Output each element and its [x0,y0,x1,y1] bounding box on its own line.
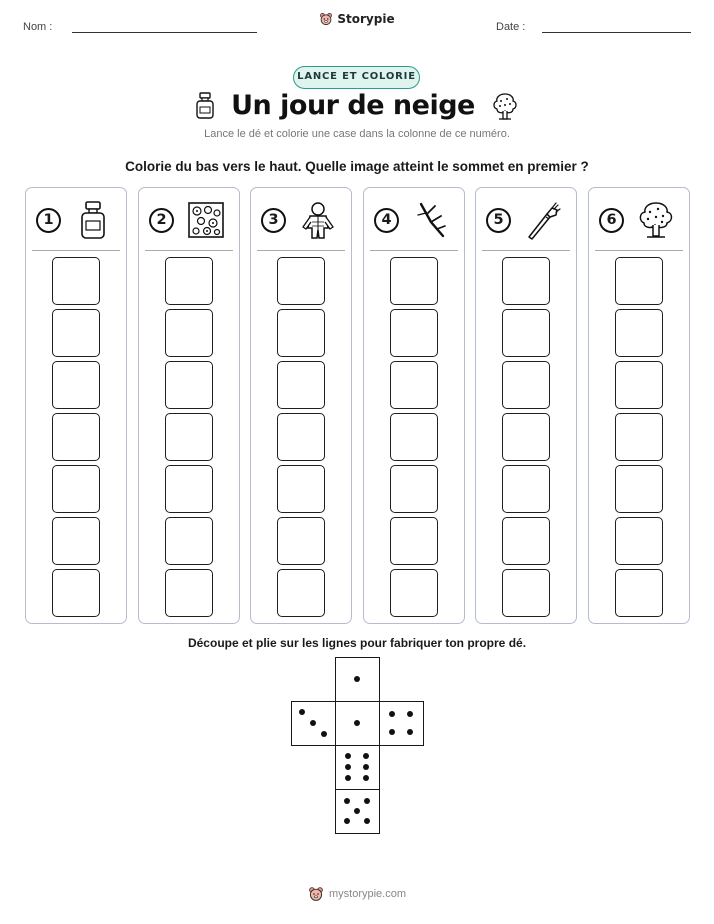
race-column-1 [25,187,127,624]
column-divider [370,250,458,251]
color-cell[interactable] [615,361,663,409]
column-divider [257,250,345,251]
date-label: Date : [496,21,526,33]
die-pip [363,775,369,781]
die-pip [345,753,351,759]
color-cell[interactable] [277,309,325,357]
color-cell[interactable] [502,413,550,461]
column-header [476,188,576,250]
race-column-3 [250,187,352,624]
name-line[interactable] [72,32,257,33]
race-column-2 [138,187,240,624]
column-header [589,188,689,250]
color-cell[interactable] [502,361,550,409]
die-pip [363,753,369,759]
color-cell[interactable] [52,257,100,305]
die-pip [344,798,350,804]
die-pip [299,709,305,715]
footer [0,886,714,902]
color-cell[interactable] [165,361,213,409]
column-number: 3 [261,208,286,233]
column-divider [145,250,233,251]
column-number: 2 [149,208,174,233]
footer-url[interactable]: mystorypie.com [328,888,407,900]
color-cell[interactable] [615,257,663,305]
die-pip [344,818,350,824]
die-pip [345,764,351,770]
die-pip [364,798,370,804]
column-divider [32,250,120,251]
die-face-1 [335,701,380,746]
column-header [139,188,239,250]
color-cell[interactable] [615,517,663,565]
race-column-4 [363,187,465,624]
color-cell[interactable] [390,517,438,565]
race-column-6 [588,187,690,624]
brand-logo [0,12,714,26]
color-cell[interactable] [390,569,438,617]
color-cell[interactable] [390,465,438,513]
die-face-4 [379,701,424,746]
race-column-5 [475,187,577,624]
color-cell[interactable] [52,517,100,565]
die-pip [354,808,360,814]
color-cell[interactable] [52,569,100,617]
color-cell[interactable] [165,465,213,513]
color-cell[interactable] [502,465,550,513]
die-pip [389,711,395,717]
color-cell[interactable] [277,413,325,461]
die-pip [354,676,360,682]
title-row [0,90,714,121]
twig-icon [411,200,451,240]
activity-badge: LANCE ET COLORIE [293,66,420,89]
subtitle: Lance le dé et colorie une case dans la colonne de ce numéro. [204,128,510,140]
die-pip [389,729,395,735]
color-cell[interactable] [52,361,100,409]
color-cell[interactable] [52,309,100,357]
tree-icon [636,200,676,240]
color-cell[interactable] [390,413,438,461]
color-cell[interactable] [615,309,663,357]
bear-mascot-icon [319,12,333,26]
color-cell[interactable] [52,465,100,513]
color-cell[interactable] [502,517,550,565]
color-cell[interactable] [165,257,213,305]
color-cell[interactable] [390,257,438,305]
name-label: Nom : [23,21,53,33]
snowsuit-icon [298,200,338,240]
die-pip [407,711,413,717]
die-face-5 [335,789,380,834]
instruction: Colorie du bas vers le haut. Quelle image atteint le sommet en premier ? [125,159,589,174]
color-cell[interactable] [52,413,100,461]
die-pip [345,775,351,781]
die-pip [407,729,413,735]
column-header [26,188,126,250]
color-cell[interactable] [277,257,325,305]
color-cell[interactable] [502,309,550,357]
color-cell[interactable] [390,309,438,357]
color-cell[interactable] [165,517,213,565]
color-cell[interactable] [502,257,550,305]
die-pip [310,720,316,726]
color-cell[interactable] [165,569,213,617]
die-instruction: Découpe et plie sur les lignes pour fabriquer ton propre dé. [187,636,527,650]
die-pip [363,764,369,770]
column-number: 6 [599,208,624,233]
ink-bottle-icon [73,200,113,240]
column-divider [482,250,570,251]
die-pip [364,818,370,824]
die-face-6 [335,745,380,790]
die-face-1 [335,657,380,702]
column-number: 5 [486,208,511,233]
column-divider [595,250,683,251]
tree-icon [491,91,519,121]
column-header [251,188,351,250]
die-pip [321,731,327,737]
column-header [364,188,464,250]
die-face-3 [291,701,336,746]
color-cell[interactable] [615,569,663,617]
ink-bottle-icon [195,92,215,120]
color-cell[interactable] [165,413,213,461]
date-line[interactable] [542,32,691,33]
brand-name: Storypie [337,12,395,26]
color-cell[interactable] [615,413,663,461]
color-cell[interactable] [615,465,663,513]
snowflake-pattern-icon [186,200,226,240]
brush-icon [523,200,563,240]
color-cell[interactable] [277,517,325,565]
page-title: Un jour de neige [231,90,475,121]
column-number: 1 [36,208,61,233]
color-cell[interactable] [277,569,325,617]
color-cell[interactable] [277,465,325,513]
color-cell[interactable] [502,569,550,617]
color-cell[interactable] [165,309,213,357]
column-number: 4 [374,208,399,233]
bear-mascot-icon [308,886,324,902]
color-cell[interactable] [277,361,325,409]
color-cell[interactable] [390,361,438,409]
die-pip [354,720,360,726]
